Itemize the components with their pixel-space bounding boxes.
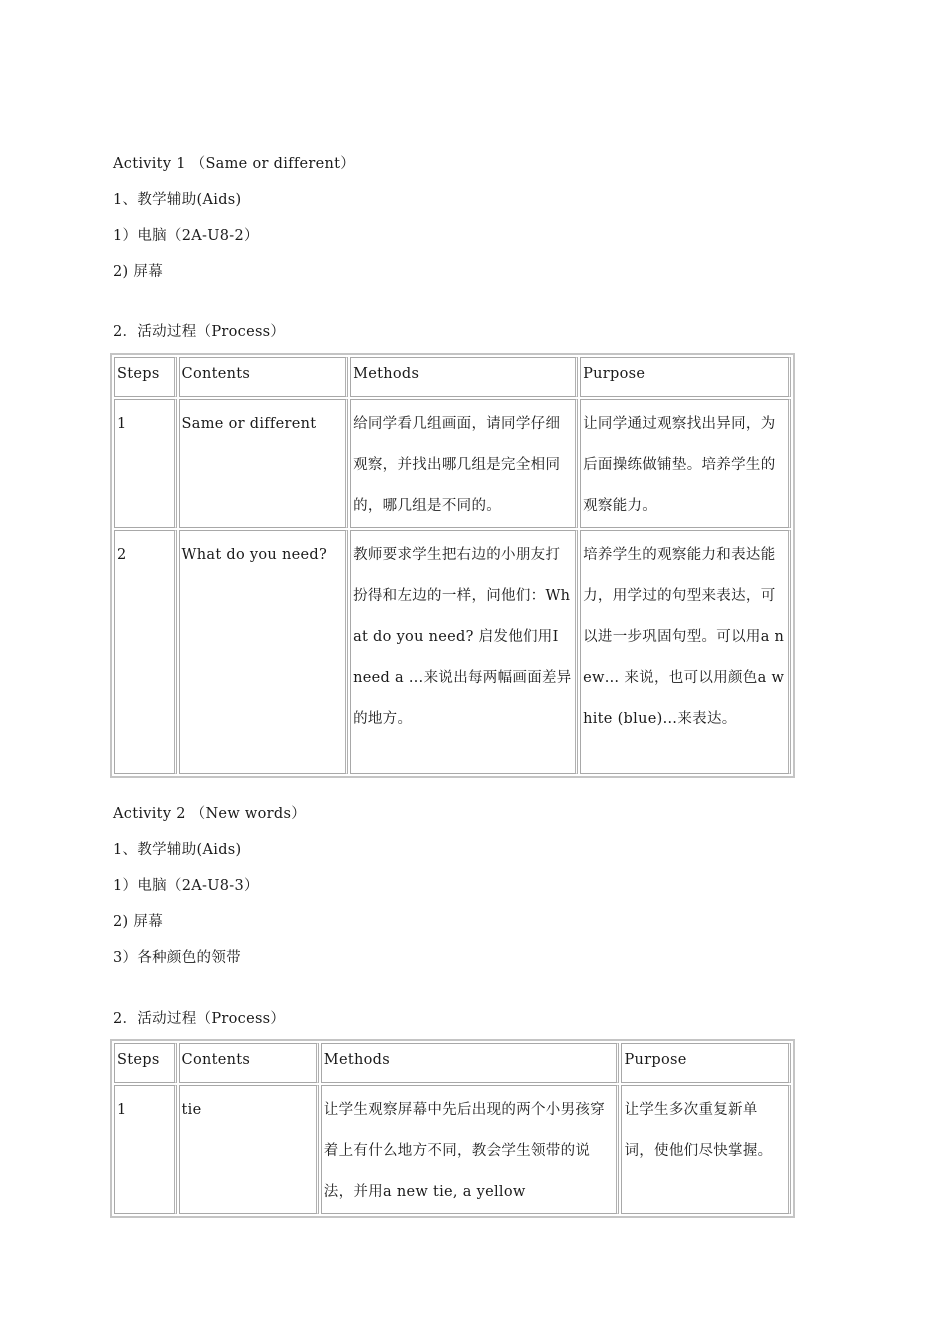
table-row xyxy=(114,399,791,528)
header-purpose: Purpose xyxy=(621,1043,791,1083)
header-methods: Methods xyxy=(350,357,578,397)
content-cell: tie xyxy=(179,1085,319,1214)
activity2-aids-heading: 1、教学辅助(Aids) xyxy=(113,842,242,858)
purpose-cell: 让同学通过观察找出异同，为后面操练做铺垫。培养学生的观察能力。 xyxy=(580,399,791,528)
step-cell: 2 xyxy=(114,530,177,774)
activity1-aid-item: 2) 屏幕 xyxy=(113,264,163,280)
header-steps: Steps xyxy=(114,1043,177,1083)
step-cell: 1 xyxy=(114,1085,177,1214)
activity1-aids-heading: 1、教学辅助(Aids) xyxy=(113,192,242,208)
activity2-title: Activity 2 （New words） xyxy=(113,806,307,822)
activity2-aid-item: 1）电脑（2A-U8-3） xyxy=(113,878,259,894)
activity2-process-heading: 2．活动过程（Process） xyxy=(113,1011,286,1027)
header-contents: Contents xyxy=(179,1043,319,1083)
activity1-title: Activity 1 （Same or different） xyxy=(113,156,356,172)
table-header-row xyxy=(114,1043,791,1083)
activity2-aid-item: 2) 屏幕 xyxy=(113,914,163,930)
method-cell: 让学生观察屏幕中先后出现的两个小男孩穿着上有什么地方不同，教会学生领带的说法，并用a new tie, a yellow xyxy=(321,1085,620,1214)
method-cell: 给同学看几组画面，请同学仔细观察，并找出哪几组是完全相同的，哪几组是不同的。 xyxy=(350,399,578,528)
content-cell: What do you need? xyxy=(179,530,349,774)
purpose-cell: 让学生多次重复新单词，使他们尽快掌握。 xyxy=(621,1085,791,1214)
activity2-process-table xyxy=(110,1039,795,1218)
header-purpose: Purpose xyxy=(580,357,791,397)
activity1-process-heading: 2．活动过程（Process） xyxy=(113,324,286,340)
table-row xyxy=(114,1085,791,1214)
purpose-cell: 培养学生的观察能力和表达能力，用学过的句型来表达，可以进一步巩固句型。可以用a new… 来说，也可以用颜色a white (blue)…来表达。 xyxy=(580,530,791,774)
header-contents: Contents xyxy=(179,357,349,397)
activity1-process-table xyxy=(110,353,795,778)
step-cell: 1 xyxy=(114,399,177,528)
method-cell: 教师要求学生把右边的小朋友打扮得和左边的一样，问他们：What do you need? 启发他们用I need a …来说出每两幅画面差异的地方。 xyxy=(350,530,578,774)
activity2-aid-item: 3）各种颜色的领带 xyxy=(113,950,241,966)
table-header-row xyxy=(114,357,791,397)
content-cell: Same or different xyxy=(179,399,349,528)
activity1-aid-item: 1）电脑（2A-U8-2） xyxy=(113,228,259,244)
table-row xyxy=(114,530,791,774)
header-steps: Steps xyxy=(114,357,177,397)
header-methods: Methods xyxy=(321,1043,620,1083)
